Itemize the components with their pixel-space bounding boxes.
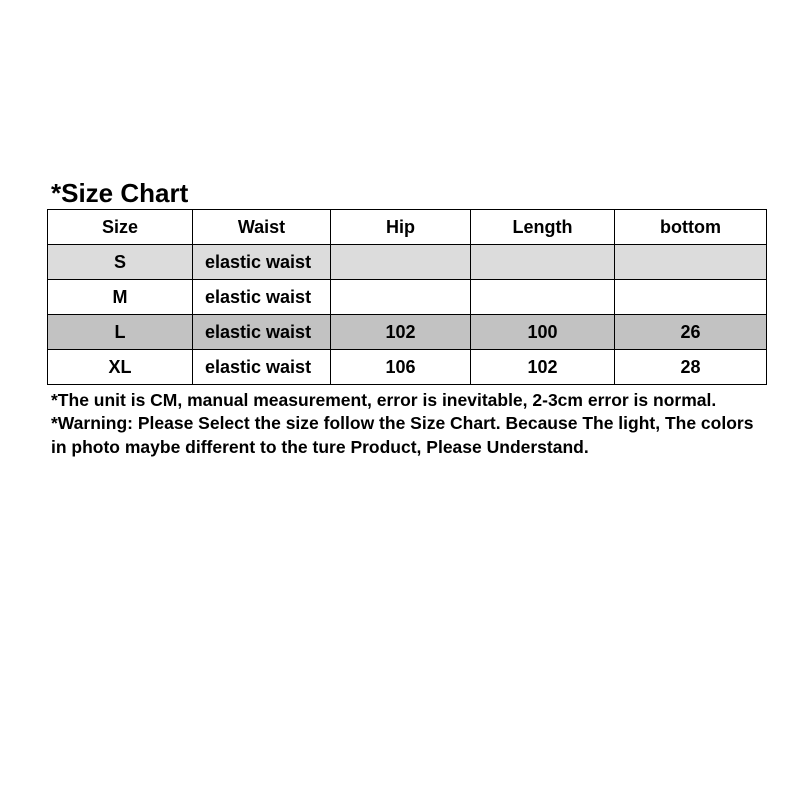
cell-size: M: [48, 280, 193, 315]
cell-size: L: [48, 315, 193, 350]
cell-length: [471, 245, 615, 280]
cell-waist: elastic waist: [193, 315, 331, 350]
table-row-m: [48, 280, 767, 315]
table-row-l: [48, 315, 767, 350]
cell-size: XL: [48, 350, 193, 385]
cell-length: 100: [471, 315, 615, 350]
cell-waist: elastic waist: [193, 350, 331, 385]
cell-hip: [331, 280, 471, 315]
column-header-length: Length: [471, 210, 615, 245]
cell-waist: elastic waist: [193, 245, 331, 280]
table-row-s: [48, 245, 767, 280]
size-table: [47, 209, 767, 385]
cell-waist: elastic waist: [193, 280, 331, 315]
cell-length: [471, 280, 615, 315]
size-chart-sheet: [47, 177, 766, 459]
table-header-row: [48, 210, 767, 245]
cell-hip: 106: [331, 350, 471, 385]
measurement-note: *The unit is CM, manual measurement, error is inevitable, 2-3cm error is normal. *Warning: Please Select the size follow the Size Chart. Because The light, The colors in photo maybe different to the ture Product, Please Understand.: [51, 390, 754, 457]
cell-bottom: [615, 245, 767, 280]
cell-bottom: [615, 280, 767, 315]
cell-bottom: 28: [615, 350, 767, 385]
table-row-xl: [48, 350, 767, 385]
column-header-size: Size: [48, 210, 193, 245]
cell-length: 102: [471, 350, 615, 385]
column-header-hip: Hip: [331, 210, 471, 245]
column-header-bottom: bottom: [615, 210, 767, 245]
column-header-waist: Waist: [193, 210, 331, 245]
cell-hip: [331, 245, 471, 280]
cell-hip: 102: [331, 315, 471, 350]
cell-bottom: 26: [615, 315, 767, 350]
cell-size: S: [48, 245, 193, 280]
page-title: *Size Chart: [51, 178, 189, 208]
